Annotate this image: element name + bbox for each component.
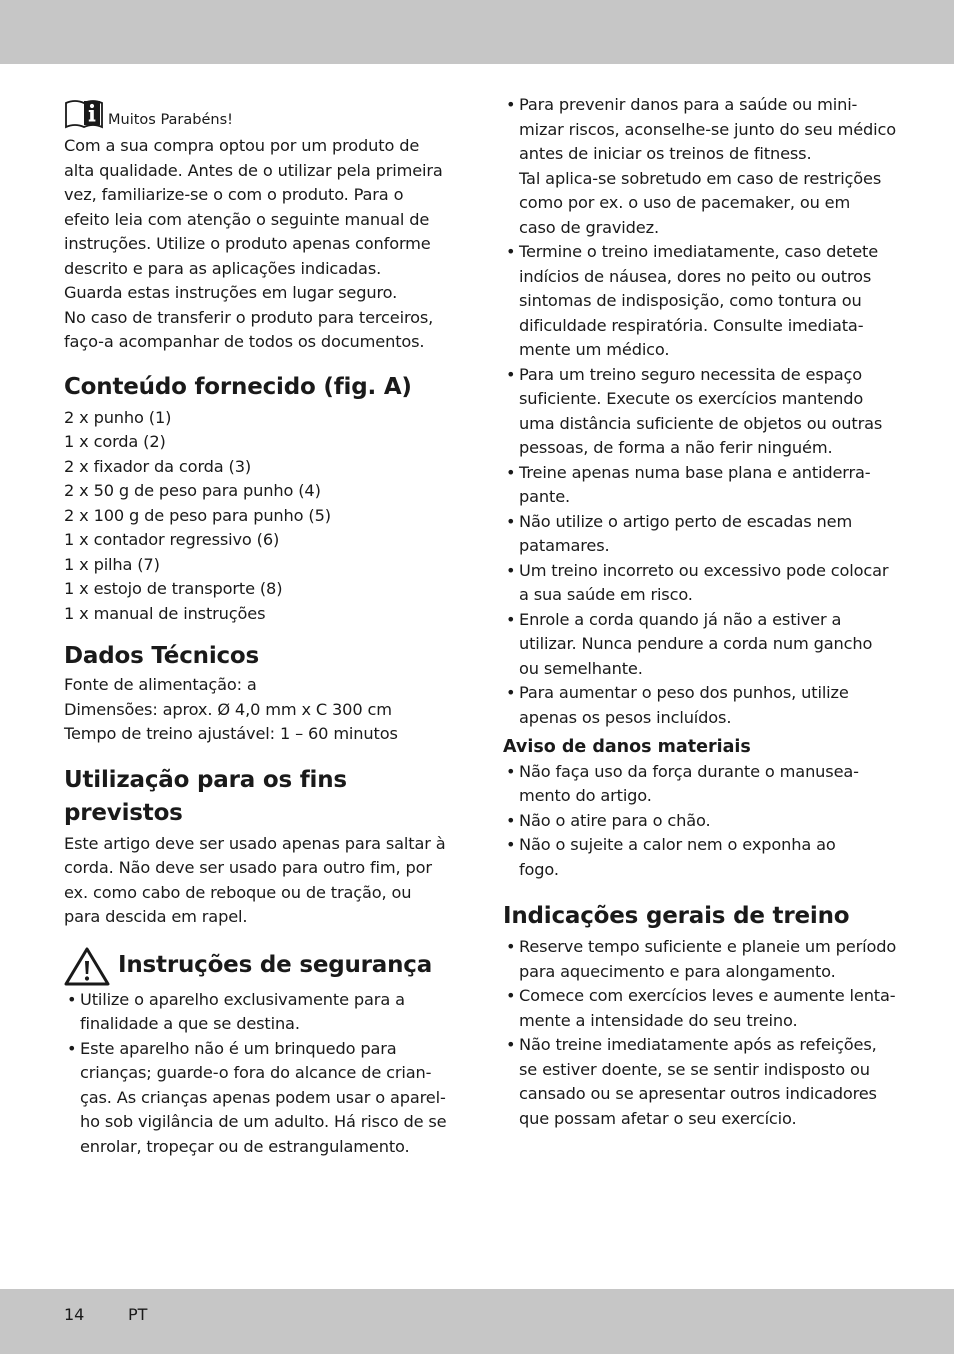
list-item-line: pessoas, de forma a não ferir ninguém. — [519, 438, 833, 457]
bullet: • — [506, 761, 516, 781]
contents-item: 1 x estojo de transporte (8) — [64, 579, 283, 598]
intended-use-line: ex. como cabo de reboque ou de tração, ou — [64, 882, 412, 902]
list-item-line: mente um médico. — [519, 340, 670, 359]
info-book-icon — [64, 98, 104, 130]
list-item-line: antes de iniciar os treinos de fitness. — [519, 144, 812, 163]
contents-item: 1 x pilha (7) — [64, 554, 160, 574]
intro-line: instruções. Utilize o produto apenas conforme — [64, 234, 431, 253]
intended-use-heading-line: Utilização para os fins — [64, 766, 347, 793]
page-number: 14 — [64, 1305, 85, 1324]
list-item — [503, 833, 898, 882]
bullet: • — [506, 95, 516, 114]
intro-line: descrito e para as aplicações indicadas. — [64, 258, 382, 278]
list-item-line: Treine apenas numa base plana e antiderra- — [519, 462, 871, 482]
contents-item: 1 x manual de instruções — [64, 603, 266, 623]
contents-item: 2 x fixador da corda (3) — [64, 456, 252, 476]
list-item-line: Reserve tempo suficiente e planeie um período — [519, 937, 897, 956]
list-item-line: Não treine imediatamente após as refeições, — [519, 1035, 877, 1054]
list-item — [503, 681, 898, 730]
list-item — [503, 510, 898, 559]
safety-list-right — [503, 93, 898, 730]
list-item-line: que possam afetar o seu exercício. — [519, 1108, 797, 1128]
language-code: PT — [128, 1305, 148, 1324]
list-item-line: ho sob vigilância de um adulto. Há risco de se — [80, 1112, 447, 1131]
left-column — [64, 94, 456, 1159]
intended-use-heading-line: previstos — [64, 799, 183, 826]
material-damage-heading: Aviso de danos materiais — [503, 737, 751, 757]
technical-line: Tempo de treino ajustável: 1 – 60 minutos — [64, 724, 398, 743]
bullet: • — [506, 242, 516, 261]
technical-list — [64, 673, 456, 747]
right-column — [503, 93, 898, 1131]
bullet: • — [67, 989, 77, 1009]
list-item-line: cansado ou se apresentar outros indicadores — [519, 1084, 877, 1103]
list-item-line: ças. As crianças apenas podem usar o aparel- — [80, 1087, 446, 1107]
list-item-line: Enrole a corda quando já não a estiver a — [519, 609, 842, 629]
list-item — [503, 93, 898, 240]
technical-line: Fonte de alimentação: a — [64, 675, 257, 694]
safety-heading: Instruções de segurança — [118, 952, 433, 978]
contents-item: 2 x 50 g de peso para punho (4) — [64, 481, 321, 500]
bullet: • — [506, 835, 516, 854]
technical-heading: Dados Técnicos — [64, 643, 260, 669]
bullet: • — [506, 986, 516, 1005]
list-item-line: mento do artigo. — [519, 786, 652, 805]
intro-line: vez, familiarize-se o com o produto. Para o — [64, 185, 404, 204]
bullet: • — [67, 1038, 77, 1058]
list-item-line: mente a intensidade do seu treino. — [519, 1010, 798, 1030]
list-item-line: indícios de náusea, dores no peito ou outros — [519, 266, 872, 286]
list-item-line: Um treino incorreto ou excessivo pode colocar — [519, 560, 889, 580]
list-item — [503, 608, 898, 682]
list-item-line: caso de gravidez. — [519, 217, 659, 237]
intro-line: Com a sua compra optou por um produto de — [64, 136, 420, 155]
bullet: • — [506, 511, 516, 531]
list-item — [503, 984, 898, 1033]
list-item — [503, 1033, 898, 1131]
intended-use-line: corda. Não deve ser usado para outro fim, por — [64, 858, 432, 877]
safety-list-left — [64, 988, 456, 1160]
list-item — [503, 240, 898, 363]
material-damage-list — [503, 760, 898, 883]
intended-use-line: Este artigo deve ser usado apenas para saltar à — [64, 833, 446, 853]
bullet: • — [506, 683, 516, 702]
bullet: • — [506, 1035, 516, 1054]
list-item-line: Termine o treino imediatamente, caso detete — [519, 242, 879, 261]
list-item-line: fogo. — [519, 859, 559, 879]
contents-item: 2 x 100 g de peso para punho (5) — [64, 505, 331, 525]
list-item-line: Tal aplica-se sobretudo em caso de restrições — [519, 168, 882, 188]
list-item-line: dificuldade respiratória. Consulte imediata- — [519, 315, 864, 335]
list-item-line: patamares. — [519, 536, 610, 555]
list-item — [64, 988, 456, 1037]
list-item-line: Para aumentar o peso dos punhos, utilize — [519, 683, 849, 702]
list-item-line: utilizar. Nunca pendure a corda num gancho — [519, 634, 873, 653]
list-item-line: como por ex. o uso de pacemaker, ou em — [519, 193, 851, 212]
list-item-line: Não o sujeite a calor nem o exponha ao — [519, 835, 836, 854]
contents-item: 1 x contador regressivo (6) — [64, 530, 280, 549]
list-item-line: Não utilize o artigo perto de escadas nem — [519, 511, 853, 531]
list-item-line: Não o atire para o chão. — [519, 810, 711, 830]
intended-use-line: para descida em rapel. — [64, 907, 248, 926]
contents-list — [64, 406, 456, 627]
list-item-line: pante. — [519, 487, 571, 506]
list-item-line: crianças; guarde-o fora do alcance de crian- — [80, 1063, 432, 1082]
list-item-line: Para prevenir danos para a saúde ou mini- — [519, 95, 858, 114]
list-item — [503, 461, 898, 510]
list-item-line: enrolar, tropeçar ou de estrangulamento. — [80, 1136, 410, 1156]
list-item — [503, 363, 898, 461]
intro-line: alta qualidade. Antes de o utilizar pela primeira — [64, 160, 443, 180]
list-item-line: suficiente. Execute os exercícios mantendo — [519, 389, 864, 408]
training-list — [503, 935, 898, 1131]
list-item-line: sintomas de indisposição, como tontura ou — [519, 291, 862, 310]
intro-line: efeito leia com atenção o seguinte manual de — [64, 209, 430, 229]
bullet: • — [506, 462, 516, 482]
list-item — [503, 559, 898, 608]
list-item — [503, 760, 898, 809]
contents-item: 1 x corda (2) — [64, 432, 166, 451]
intro-line: Guarda estas instruções em lugar seguro. — [64, 283, 398, 302]
safety-heading-row — [64, 946, 456, 986]
list-item — [503, 935, 898, 984]
list-item-line: a sua saúde em risco. — [519, 585, 693, 604]
bullet: • — [506, 364, 516, 384]
intro-line: faço-a acompanhar de todos os documentos. — [64, 332, 425, 351]
list-item-line: mizar riscos, aconselhe-se junto do seu médico — [519, 119, 897, 139]
intended-use-heading — [64, 764, 456, 830]
training-heading: Indicações gerais de treino — [503, 903, 850, 929]
technical-line: Dimensões: aprox. Ø 4,0 mm x C 300 cm — [64, 699, 392, 719]
intro-greeting: Muitos Parabéns! — [108, 112, 233, 128]
intro-paragraph — [64, 134, 456, 355]
list-item-line: Utilize o aparelho exclusivamente para a — [80, 989, 405, 1009]
list-item-line: finalidade a que se destina. — [80, 1014, 300, 1033]
list-item-line: apenas os pesos incluídos. — [519, 707, 732, 727]
list-item-line: ou semelhante. — [519, 658, 643, 678]
list-item-line: uma distância suficiente de objetos ou outras — [519, 413, 883, 433]
bullet: • — [506, 560, 516, 580]
bullet: • — [506, 937, 516, 956]
list-item-line: se estiver doente, se se sentir indisposto ou — [519, 1059, 870, 1079]
list-item-line: Comece com exercícios leves e aumente lenta- — [519, 986, 896, 1005]
list-item — [64, 1037, 456, 1160]
contents-item: 2 x punho (1) — [64, 407, 172, 427]
intro-line: No caso de transferir o produto para terceiros, — [64, 307, 434, 327]
intro-header — [64, 94, 456, 130]
contents-heading: Conteúdo fornecido (fig. A) — [64, 373, 412, 400]
header-bar — [0, 0, 954, 64]
list-item-line: para aquecimento e para alongamento. — [519, 961, 836, 981]
list-item — [503, 809, 898, 834]
bullet: • — [506, 810, 516, 830]
bullet: • — [506, 609, 516, 629]
list-item-line: Não faça uso da força durante o manusea- — [519, 761, 859, 781]
list-item-line: Este aparelho não é um brinquedo para — [80, 1038, 397, 1058]
warning-triangle-icon — [64, 946, 110, 986]
list-item-line: Para um treino seguro necessita de espaço — [519, 364, 863, 384]
intended-use-paragraph — [64, 832, 456, 930]
